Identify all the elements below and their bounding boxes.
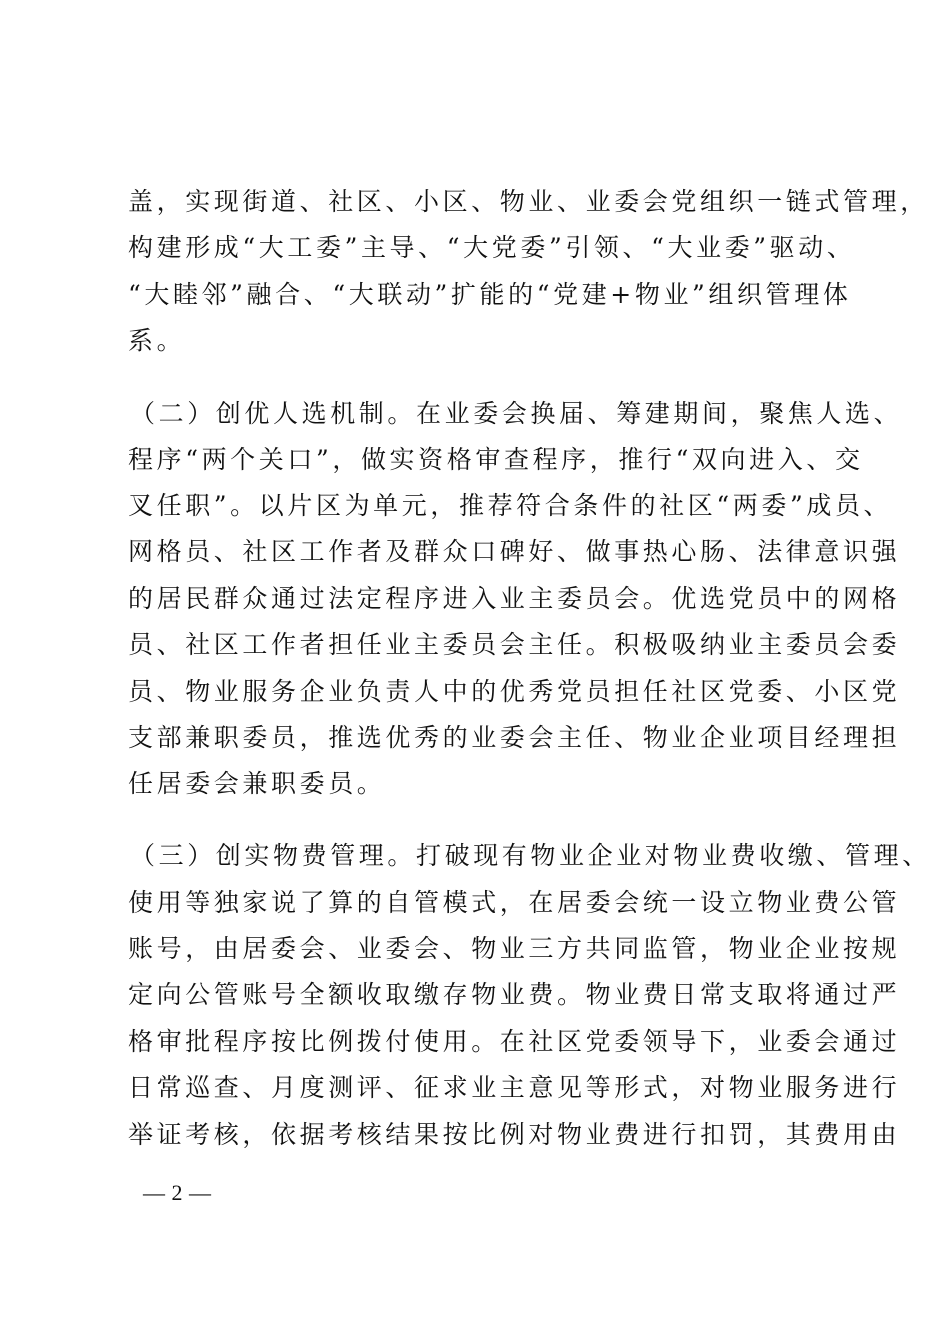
text-line: 叉任职”。以片区为单元，推荐符合条件的社区“两委”成员、 [128,491,893,520]
page-number: — 2 — [143,1180,212,1205]
section-heading-line: （三）创实物费管理。打破现有物业企业对物业费收缴、管理、 [130,841,931,870]
text-line: 定向公管账号全额收取缴存物业费。物业费日常支取将通过严 [128,980,901,1009]
text-line: 程序“两个关口”，做实资格审查程序，推行“双向进入、交 [128,445,864,474]
text-line: 举证考核，依据考核结果按比例对物业费进行扣罚，其费用由 [128,1120,901,1149]
text-line: 的居民群众通过法定程序进入业主委员会。优选党员中的网格 [128,584,901,613]
text-line: 网格员、社区工作者及群众口碑好、做事热心肠、法律意识强 [128,537,901,566]
text-line: 任居委会兼职委员。 [128,769,386,798]
text-line: 盖，实现街道、社区、小区、物业、业委会党组织一链式管理， [128,187,929,216]
text-line: 支部兼职委员，推选优秀的业委会主任、物业企业项目经理担 [128,723,901,752]
text-line: 构建形成“大工委”主导、“大党委”引领、“大业委”驱动、 [128,233,856,262]
text-line: 使用等独家说了算的自管模式，在居委会统一设立物业费公管 [128,888,901,917]
text-line: “大睦邻”融合、“大联动”扩能的“党建+物业”组织管理体 [128,280,852,309]
text-line: 格审批程序按比例拨付使用。在社区党委领导下，业委会通过 [128,1027,901,1056]
text-line: 日常巡查、月度测评、征求业主意见等形式，对物业服务进行 [128,1073,901,1102]
text-line: 账号，由居委会、业委会、物业三方共同监管，物业企业按规 [128,934,901,963]
text-line: 员、物业服务企业负责人中的优秀党员担任社区党委、小区党 [128,677,901,706]
section-heading-line: （二）创优人选机制。在业委会换届、筹建期间，聚焦人选、 [130,399,903,428]
text-line: 系。 [128,326,186,355]
text-line: 员、社区工作者担任业主委员会主任。积极吸纳业主委员会委 [128,630,901,659]
